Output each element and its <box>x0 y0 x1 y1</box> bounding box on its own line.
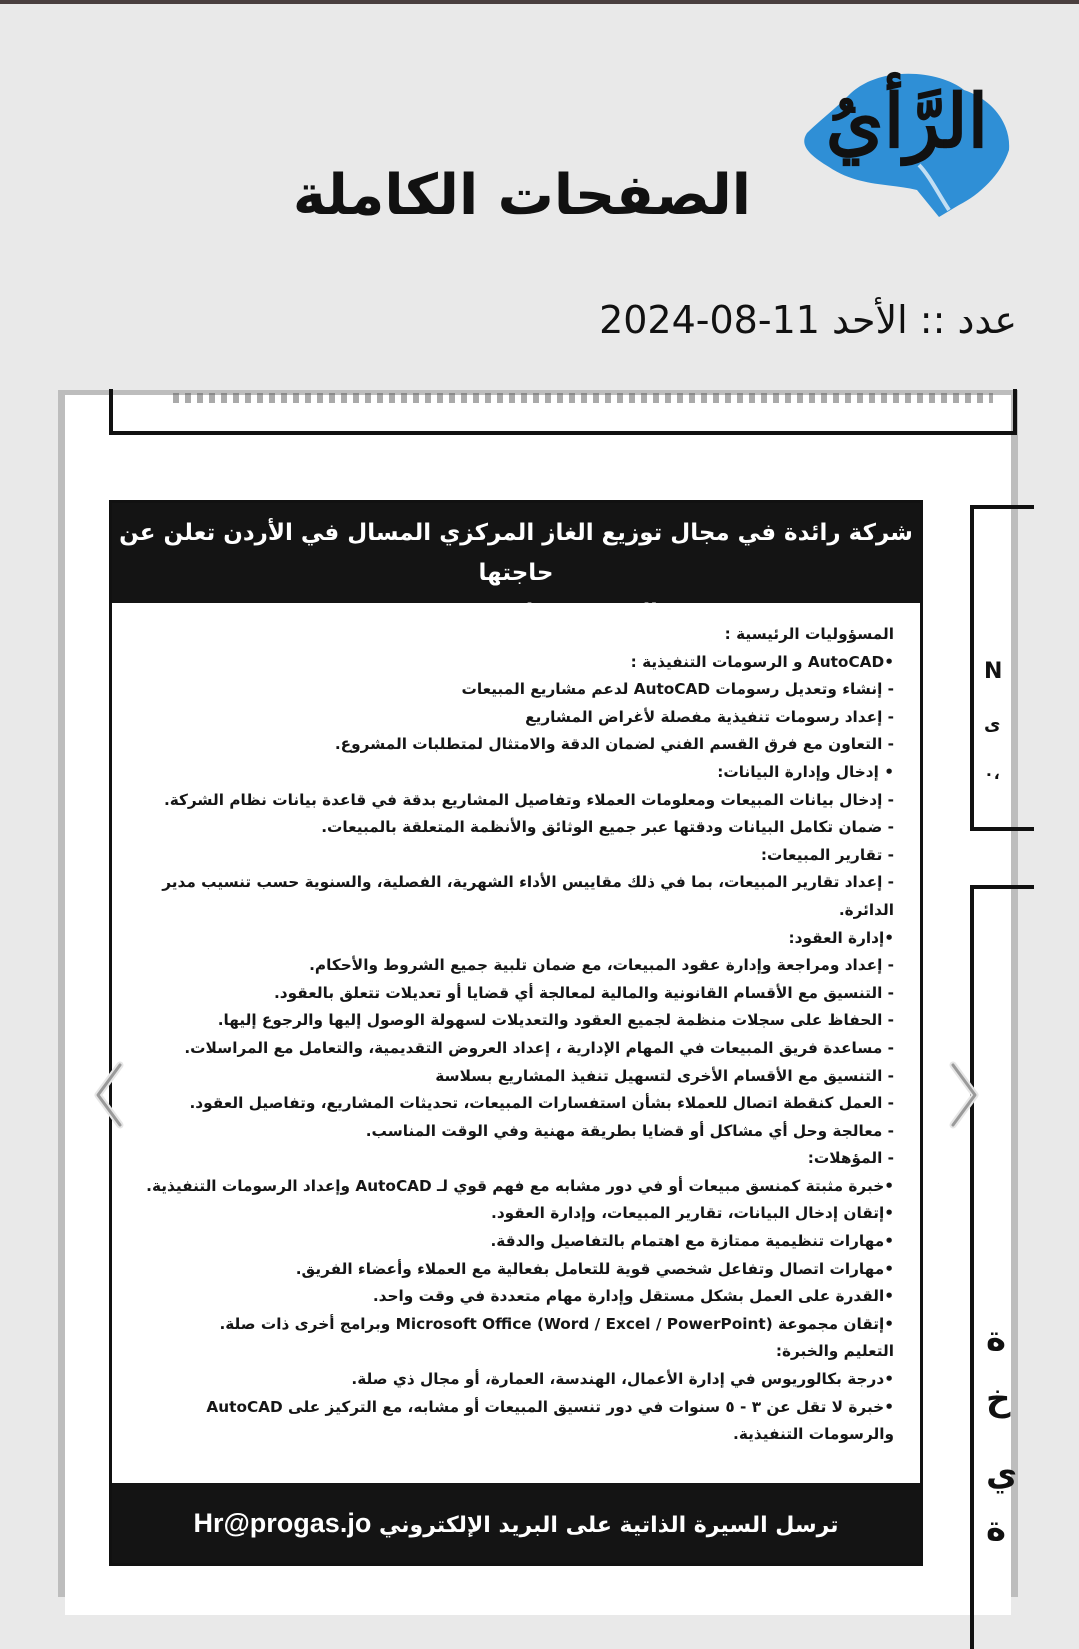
ad-line: - التعاون مع فرق القسم الفني لضمان الدقة والامتثال لمتطلبات المشروع. <box>334 735 894 754</box>
ad-line: •القدرة على العمل بشكل مستقل وإدارة مهام متعددة في وقت واحد. <box>372 1287 894 1306</box>
newspaper-page-image <box>65 395 1018 1615</box>
ad-line: •مهارات اتصال وتفاعل شخصي قوية للتعامل بفعالية مع العملاء وأعضاء الفريق. <box>295 1259 894 1278</box>
ad-line: •إتقان مجموعة Microsoft Office (Word / Excel / PowerPoint) وبرامج أخرى ذات صلة. <box>219 1314 894 1333</box>
job-advertisement <box>109 500 923 1566</box>
ad-line: - العمل كنقطة اتصال للعملاء بشأن استفسارات المبيعات، تحديثات المشاريع، وتفاصيل العقود. <box>189 1094 894 1113</box>
ad-body <box>112 603 920 1463</box>
ad-line: •مهارات تنظيمية ممتازة مع اهتمام بالتفاصيل والدقة. <box>490 1232 894 1251</box>
job-title-en: Sales Coordinator <box>492 598 726 628</box>
ad-line: - إعداد تقارير المبيعات، بما في ذلك مقاييس الأداء الشهرية، الفصلية، والسنوية حسب تنسيب مدير <box>162 873 894 892</box>
ad-line: •إتقان إدخال البيانات، تقارير المبيعات، وإدارة العقود. <box>491 1204 894 1223</box>
ad-line: - التنسيق مع الأقسام القانونية والمالية لمعالجة أي قضايا أو تعديلات تتعلق بالعقود. <box>273 983 894 1002</box>
ad-line: - إعداد رسومات تنفيذية مفصلة لأغراض المشاريع <box>525 707 894 726</box>
previous-ad-fragment <box>109 389 1017 435</box>
ad-line: المسؤوليات الرئيسية : <box>724 625 894 643</box>
ad-line: - معالجة وحل أي مشاكل أو قضايا بطريقة مهنية وفي الوقت المناسب. <box>365 1121 894 1140</box>
top-strip <box>0 0 1079 4</box>
ad-line: والرسومات التنفيذية. <box>733 1425 894 1444</box>
footer-text: ترسل السيرة الذاتية على البريد الإلكتروني <box>379 1513 839 1538</box>
chevron-left-icon[interactable] <box>90 1055 130 1135</box>
logo-text: الرَّأيُ <box>825 79 989 165</box>
site-header <box>259 55 1019 228</box>
ad-line: التعليم والخبرة: <box>775 1342 894 1361</box>
adjacent-ad-fragment-a: N ى ٠، <box>970 505 1034 831</box>
headline-line-1: شركة رائدة في مجال توزيع الغاز المركزي المسال في الأردن تعلن عن حاجتها <box>119 520 913 586</box>
ad-line: •AutoCAD و الرسومات التنفيذية : <box>630 652 894 671</box>
chevron-right-icon[interactable] <box>943 1055 983 1135</box>
ad-footer <box>112 1483 920 1563</box>
ad-line: •درجة بكالوريوس في إدارة الأعمال، الهندسة، العمارة، أو مجال ذي صلة. <box>351 1370 894 1389</box>
ad-line: - إعداد ومراجعة وإدارة عقود المبيعات، مع ضمان تلبية جميع الشروط والأحكام. <box>309 956 894 975</box>
ad-line: - تقارير المبيعات: <box>760 845 894 864</box>
ad-line: •خبرة لا تقل عن ٣ - ٥ سنوات في دور تنسيق المبيعات أو مشابه، مع التركيز على AutoCAD <box>206 1397 894 1416</box>
ad-line: - ضمان تكامل البيانات ودقتها عبر جميع الوثائق والأنظمة المتعلقة بالمبيعات. <box>321 818 894 837</box>
ad-line: • إدخال وإدارة البيانات: <box>717 762 894 781</box>
ad-line: - التنسيق مع الأقسام الأخرى لتسهيل تنفيذ المشاريع بسلاسة <box>435 1066 894 1085</box>
ad-line: - المؤهلات: <box>807 1149 894 1168</box>
ad-line: الدائرة. <box>838 900 894 919</box>
site-title: الصفحات الكاملة <box>292 163 751 228</box>
ad-line: - إدخال بيانات المبيعات ومعلومات العملاء وتفاصيل المشاريع بدقة في قاعدة بيانات نظام الشركة. <box>163 790 894 809</box>
ad-line: - الحفاظ على سجلات منظمة لجميع العقود والتعديلات لسهولة الوصول إليها والرجوع إليها. <box>217 1011 894 1030</box>
ad-line: - مساعدة فريق المبيعات في المهام الإدارية ، إعداد العروض التقديمية، والتعامل مع المراسلات. <box>184 1038 894 1057</box>
headline-line-2: لتعيين Sales Coordinator حسب الشروط التالية : <box>222 598 810 628</box>
ad-line: - إنشاء وتعديل رسومات AutoCAD لدعم مشاريع المبيعات <box>461 680 894 699</box>
adjacent-ad-fragment-b: ة خ ي ة <box>970 885 1034 1649</box>
contact-email: Hr@progas.jo <box>193 1508 372 1538</box>
alrai-logo[interactable] <box>789 55 1019 220</box>
ad-line: •إدارة العقود: <box>788 928 894 947</box>
page-viewer[interactable] <box>58 390 1018 1597</box>
issue-date-line: عدد :: الأحد 11-08-2024 <box>599 298 1017 342</box>
ad-line: •خبرة مثبتة كمنسق مبيعات أو في دور مشابه مع فهم قوي لـ AutoCAD وإعداد الرسومات التنفيذية. <box>146 1176 894 1195</box>
ad-headline <box>112 503 920 628</box>
